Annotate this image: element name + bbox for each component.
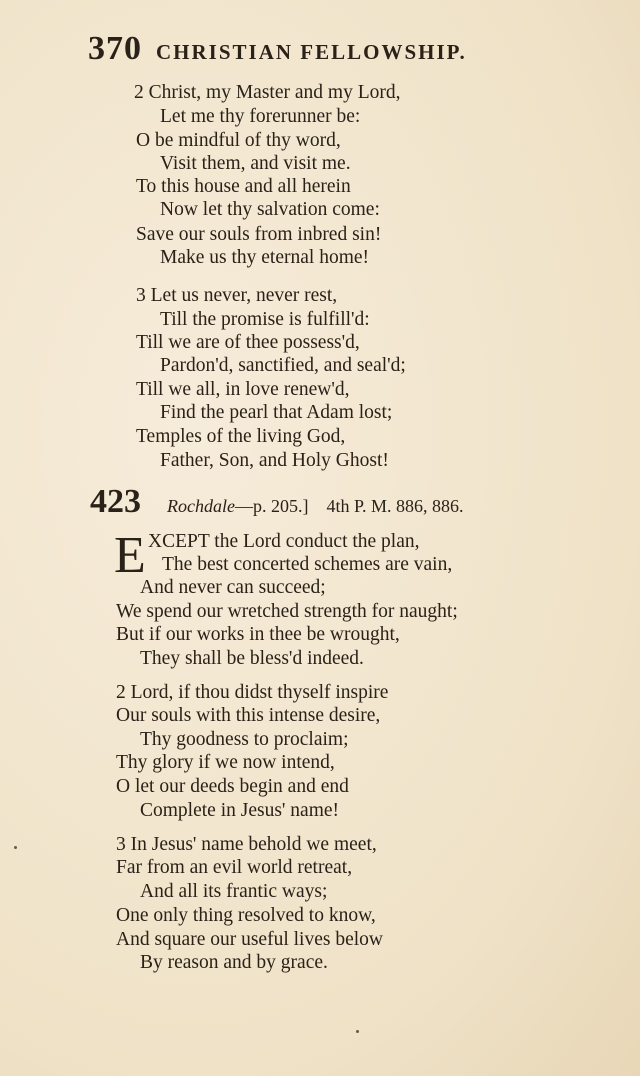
verse-line: Make us thy eternal home! bbox=[160, 247, 370, 268]
verse-line: Let me thy forerunner be: bbox=[160, 106, 361, 127]
drop-cap: E bbox=[114, 527, 146, 584]
hymn-heading bbox=[90, 483, 610, 523]
running-title: CHRISTIAN FELLOWSHIP. bbox=[156, 40, 467, 64]
verse-line: Save our souls from inbred sin! bbox=[136, 224, 382, 245]
verse-line: We spend our wretched strength for naught; bbox=[116, 601, 458, 622]
tune-name: Rochdale bbox=[167, 496, 235, 516]
tune-reference: —p. 205.] bbox=[234, 496, 309, 516]
verse-line: 3 In Jesus' name behold we meet, bbox=[116, 834, 377, 855]
verse-line: O be mindful of thy word, bbox=[136, 130, 341, 151]
verse-line: Thy goodness to proclaim; bbox=[140, 729, 349, 750]
page-header bbox=[88, 30, 588, 70]
verse-line: And all its frantic ways; bbox=[140, 881, 328, 902]
hymn-meter: 4th P. M. 886, 886. bbox=[326, 496, 464, 516]
verse-line: And square our useful lives below bbox=[116, 929, 383, 950]
verse-line: 2 Christ, my Master and my Lord, bbox=[134, 82, 401, 103]
verse-line: 3 Let us never, never rest, bbox=[136, 285, 338, 306]
verse-line: Till we all, in love renew'd, bbox=[136, 379, 350, 400]
verse-line: XCEPT the Lord conduct the plan, bbox=[148, 531, 420, 552]
verse-line: Find the pearl that Adam lost; bbox=[160, 402, 393, 423]
verse-line: O let our deeds begin and end bbox=[116, 776, 349, 797]
verse-line: Temples of the living God, bbox=[136, 426, 346, 447]
verse-line: Far from an evil world retreat, bbox=[116, 857, 353, 878]
verse-line: Thy glory if we now intend, bbox=[116, 752, 335, 773]
paper-speck bbox=[356, 1030, 359, 1033]
verse-line: Father, Son, and Holy Ghost! bbox=[160, 450, 389, 471]
verse-line: Visit them, and visit me. bbox=[160, 153, 351, 174]
verse-line: And never can succeed; bbox=[140, 577, 326, 598]
verse-line: Our souls with this intense desire, bbox=[116, 705, 381, 726]
verse-line: Now let thy salvation come: bbox=[160, 199, 380, 220]
verse-line: One only thing resolved to know, bbox=[116, 905, 376, 926]
verse-line: 2 Lord, if thou didst thyself inspire bbox=[116, 682, 389, 703]
page-number: 370 bbox=[88, 30, 142, 67]
verse-line: Pardon'd, sanctified, and seal'd; bbox=[160, 355, 406, 376]
hymn-number: 423 bbox=[90, 483, 141, 520]
verse-line: Till the promise is fulfill'd: bbox=[160, 309, 370, 330]
paper-speck bbox=[14, 846, 17, 849]
verse-line: The best concerted schemes are vain, bbox=[162, 554, 453, 575]
verse-line: Complete in Jesus' name! bbox=[140, 800, 340, 821]
verse-line: By reason and by grace. bbox=[140, 952, 328, 973]
verse-line: But if our works in thee be wrought, bbox=[116, 624, 400, 645]
verse-line: Till we are of thee possess'd, bbox=[136, 332, 360, 353]
verse-line: They shall be bless'd indeed. bbox=[140, 648, 364, 669]
verse-line: To this house and all herein bbox=[136, 176, 351, 197]
